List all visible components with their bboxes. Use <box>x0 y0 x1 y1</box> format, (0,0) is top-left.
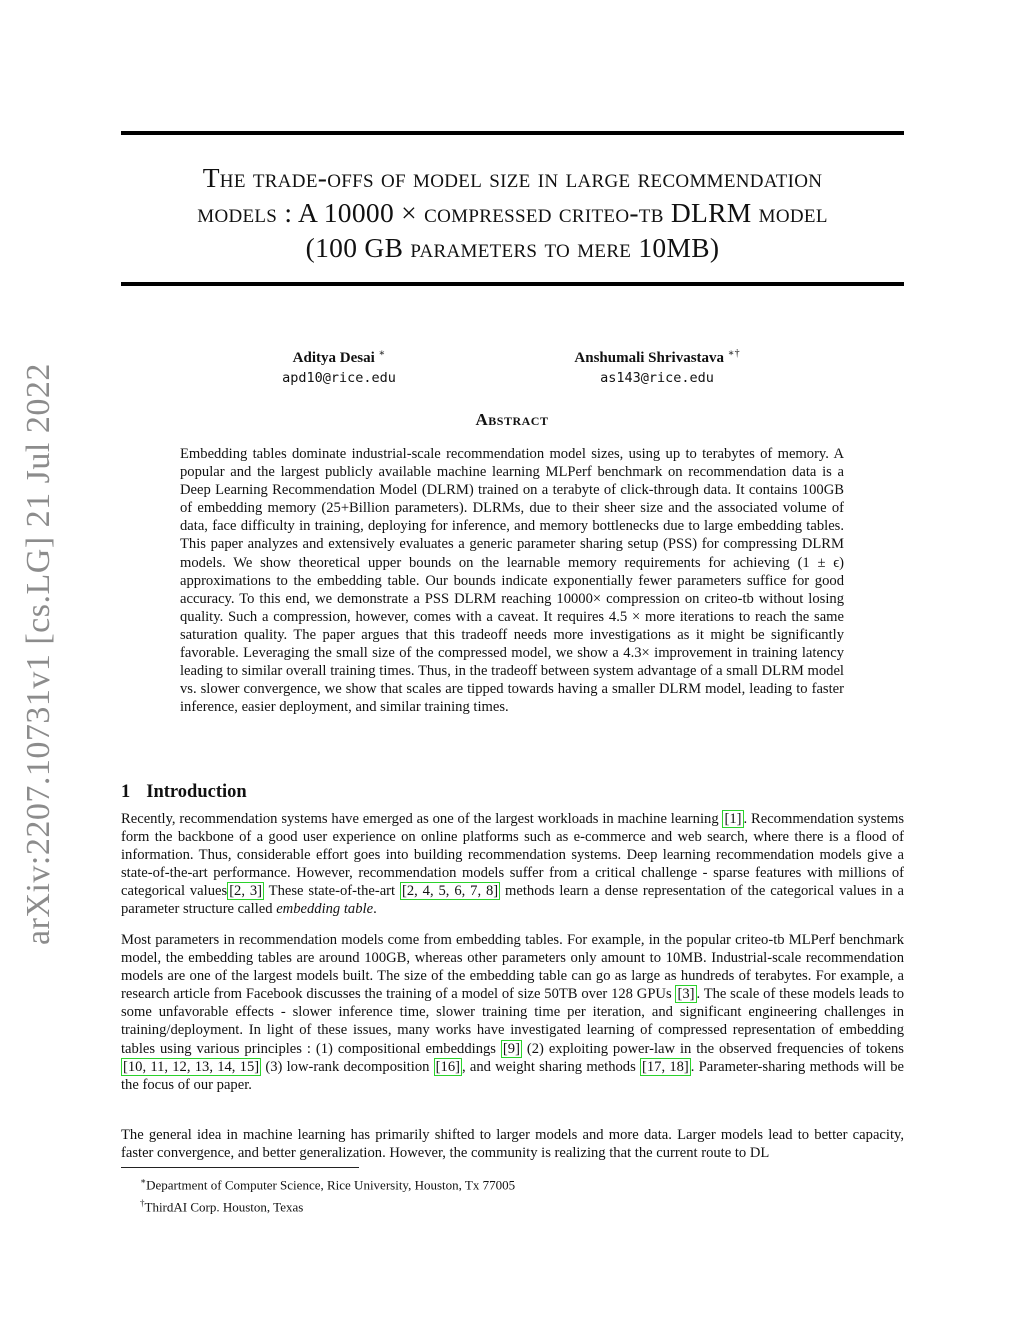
footnote-2: †ThirdAI Corp. Houston, Texas <box>140 1198 304 1215</box>
author-block-desai <box>244 344 434 388</box>
citation-link[interactable]: [16] <box>435 1058 460 1075</box>
paragraph-text: . The scale of these models leads to some unfavorable effects - slower inference time, slower training time per iteration, and significant engineering challenges in training/deployment. In light of these issues, many works have investigated learning of compressed representation of embedding tables using various principles : (1) compositional embeddings <box>121 986 904 1057</box>
author-email[interactable]: apd10@rice.edu <box>282 370 396 386</box>
section-heading-introduction <box>121 782 247 803</box>
title-bottom-rule <box>121 282 904 286</box>
citation-link[interactable]: [17, 18] <box>642 1058 689 1075</box>
author-name: Anshumali Shrivastava <box>574 350 725 366</box>
paragraph-text: Most parameters in recommendation models come from embedding tables. For example, in the popular criteo-tb MLPerf benchmark model, the embedding tables are around 100GB, whereas other parameters only amount to 10MB. Industrial-scale recommendation models are one of the largest models built. The size of the embedding table can go as large as hundreds of terabytes. For example, a research article from Facebook discusses the training of a model of size 50TB over 128 GPUs <box>121 932 904 1003</box>
footnote-separator <box>121 1167 359 1168</box>
citation-link[interactable]: [2, 3] <box>229 883 263 900</box>
author-name: Aditya Desai <box>292 350 375 366</box>
paragraph-text: (2) exploiting power-law in the observed frequencies of tokens <box>521 1040 904 1057</box>
title-line-2: models : A 10000 × compressed criteo-tb DLRM model <box>197 197 828 228</box>
author-email[interactable]: as143@rice.edu <box>600 370 714 386</box>
intro-paragraph-3: The general idea in machine learning has primarily shifted to larger models and more data. Larger models lead to better capacity, faster convergence, and better generalization. However, the community is realizing that the current route to DL <box>121 1127 904 1162</box>
abstract-heading: Abstract <box>475 410 549 429</box>
citation-link[interactable]: [9] <box>502 1040 520 1057</box>
intro-paragraph-2 <box>121 931 904 1094</box>
paragraph-text: methods learn a dense representation of the categorical values in a parameter structure called <box>121 883 904 918</box>
paragraph-text: , and weight sharing methods <box>462 1058 640 1075</box>
paragraph-text: These state-of-the-art <box>264 883 400 900</box>
footnotes <box>140 1172 515 1217</box>
citation-link[interactable]: [1] <box>724 811 742 827</box>
author-affiliation-mark: ∗† <box>727 348 740 359</box>
abstract-text: Embedding tables dominate industrial-scale recommendation model sizes, using up to terabytes of memory. A popular and the largest publicly available machine learning MLPerf benchmark on recommendation data is a Deep Learning Recommendation Model (DLRM) trained on a terabyte of click-through data. It contains 100GB of embedding memory (25+Billion parameters). DLRMs, due to their sheer size and the associated volume of data, face difficulty in training, deploying for inference, and memory bottlenecks due to large embedding tables. This paper analyzes and extensively evaluates a generic parameter sharing setup (PSS) for compressing DLRM models. We show theoretical upper bounds on the learnable memory requirements for achieving (1 ± ϵ) approximations to the embedding table. Our bounds indicate exponentially fewer parameters suffice for good accuracy. To this end, we demonstrate a PSS DLRM reaching 10000× compression on criteo-tb without losing quality. Such a compression, however, comes with a caveat. It requires 4.5 × more iterations to reach the same saturation quality. The paper argues that this tradeoff needs more investigations as it might be significantly favorable. Leveraging the small size of the compressed model, we show a 4.3× improvement in training latency leading to similar overall training times. Thus, in the tradeoff between system advantage of a small DLRM model vs. slower convergence, we show that scales are tipped towards having a smaller DLRM model, leading to faster inference, easier deployment, and similar training times. <box>180 446 844 716</box>
author-affiliation-mark: ∗ <box>378 348 386 359</box>
citation-link[interactable]: [3] <box>677 986 695 1003</box>
citation-link[interactable]: [2, 4, 5, 6, 7, 8] <box>401 883 499 900</box>
paragraph-text: . Parameter-sharing methods will be the focus of our paper. <box>121 1058 904 1093</box>
intro-paragraph-1 <box>121 810 904 919</box>
paper-title <box>100 160 925 265</box>
author-block-shrivastava <box>552 344 762 388</box>
paragraph-text: (3) low-rank decomposition <box>261 1058 434 1075</box>
emphasis-term: embedding table <box>276 901 374 918</box>
paragraph-text: Recently, recommendation systems have emerged as one of the largest workloads in machine learning <box>121 811 723 827</box>
citation-link[interactable]: [10, 11, 12, 13, 14, 15] <box>123 1058 260 1075</box>
paragraph-text: . Recommendation systems form the backbone of a good user experience on online platforms such as e-commerce and web search, where there is a flood of information. Thus, considerable effort goes into building recommendation systems. Deep learning recommendation models give a state-of-the-art performance. However, recommendation models suffer from a critical challenge - sparse features with millions of categorical values <box>121 811 904 900</box>
title-line-1: The trade-offs of model size in large recommendation <box>202 162 823 193</box>
footnote-1: ∗Department of Computer Science, Rice University, Houston, Tx 77005 <box>140 1176 516 1193</box>
arxiv-identifier: arXiv:2207.10731v1 [cs.LG] 21 Jul 2022 <box>20 363 57 945</box>
paragraph-text: . <box>373 901 377 918</box>
title-line-3: (100 GB parameters to mere 10MB) <box>305 232 720 263</box>
section-number: 1 <box>121 782 131 802</box>
title-top-rule <box>121 131 904 135</box>
section-title: Introduction <box>146 782 247 802</box>
